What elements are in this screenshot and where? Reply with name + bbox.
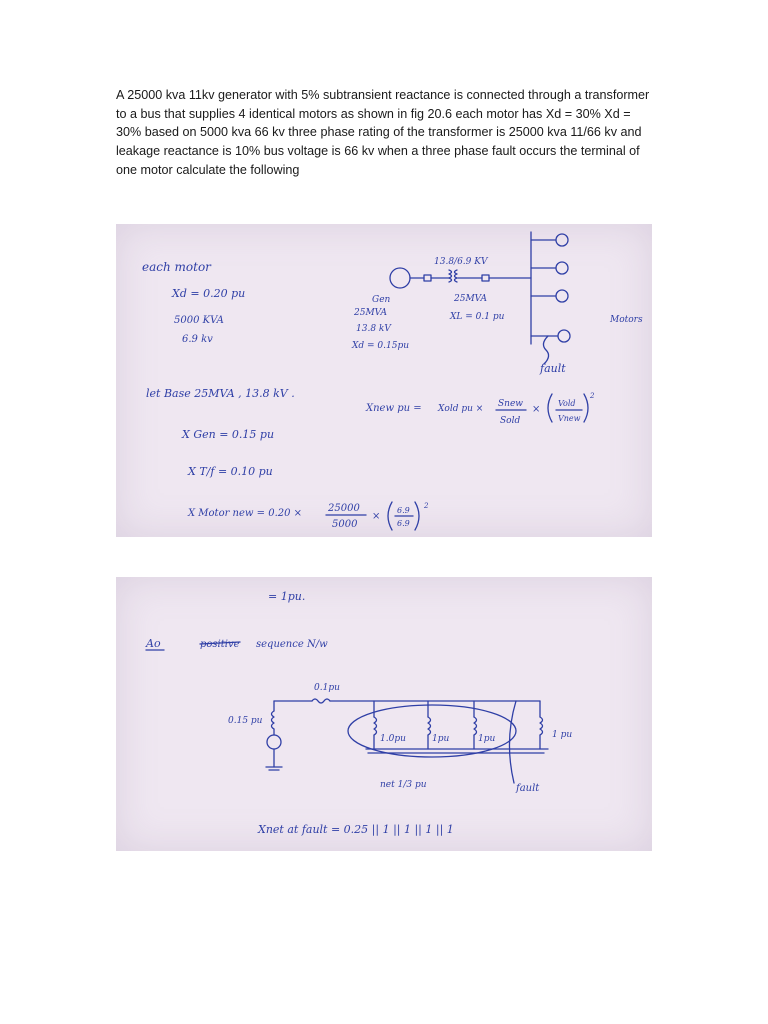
x-motor-num: 25000 xyxy=(328,503,360,514)
motor-2-reactance: 1pu xyxy=(432,734,450,744)
sequence-label: sequence N/w xyxy=(256,639,328,650)
net-reactance: net 1/3 pu xyxy=(380,780,427,790)
gen-reactance: 0.15 pu xyxy=(228,716,263,726)
problem-statement: A 25000 kva 11kv generator with 5% subtransient reactance is connected through a transformer to a bus that supplies 4 identical motors as shown in fig 20.6 each motor has Xd = 30% Xd = 30% based on 5000 kva 66 kv three phase rating of the transformer is 25000 kva 11/66 kv and leakage reactance is 10% bus voltage is 66 kv when a three phase fault occurs the terminal of one motor calculate the following xyxy=(116,88,650,177)
svg-text:×: × xyxy=(532,404,541,415)
formula-vnew: Vnew xyxy=(558,414,581,423)
fault-label: fault xyxy=(540,362,566,375)
motor-3-reactance: 1pu xyxy=(478,734,496,744)
x-tf: X T/f = 0.10 pu xyxy=(188,465,273,478)
transformer-voltage: 13.8/6.9 KV xyxy=(434,257,488,267)
formula-lhs: Xnew pu = xyxy=(366,403,422,414)
formula-snew: Snew xyxy=(498,399,523,409)
motor-rating: 5000 KVA xyxy=(174,315,224,326)
motor-xd: Xd = 0.20 pu xyxy=(172,287,246,300)
formula-xold: Xold pu × xyxy=(438,404,484,414)
motors-label: Motors xyxy=(610,315,643,325)
line-reactance: 0.1pu xyxy=(314,683,340,693)
svg-text:×: × xyxy=(372,511,381,522)
ao-label: Ao xyxy=(146,637,161,650)
motor-voltage: 6.9 kv xyxy=(182,334,213,345)
each-motor-label: each motor xyxy=(142,260,211,274)
gen-kv: 13.8 kV xyxy=(356,324,391,334)
x-motor-den: 5000 xyxy=(332,519,358,530)
xnet-equation: Xnet at fault = 0.25 || 1 || 1 || 1 || 1 xyxy=(258,823,454,836)
handwritten-photo-1 xyxy=(116,224,652,537)
motor-4-reactance: 1 pu xyxy=(552,730,573,740)
svg-text:2: 2 xyxy=(590,392,595,400)
positive-struck: positive xyxy=(200,639,240,650)
svg-text:2: 2 xyxy=(424,502,429,510)
result-text: = 1pu. xyxy=(268,590,306,603)
fault-label-2: fault xyxy=(516,783,540,794)
formula-sold: Sold xyxy=(500,416,521,426)
x-gen: X Gen = 0.15 pu xyxy=(182,428,275,441)
handwritten-photo-2 xyxy=(116,577,652,851)
formula-vold: Vold xyxy=(558,399,576,408)
transformer-reactance: XL = 0.1 pu xyxy=(450,312,505,322)
sequence-network xyxy=(266,699,548,783)
base-line: let Base 25MVA , 13.8 kV . xyxy=(146,387,295,400)
transformer-mva: 25MVA xyxy=(454,294,488,304)
motor-1-reactance: 1.0pu xyxy=(380,734,406,744)
x-motor: X Motor new = 0.20 × xyxy=(188,508,303,519)
x-motor-vden: 6.9 xyxy=(397,519,410,528)
gen-xd: Xd = 0.15pu xyxy=(352,341,410,351)
x-motor-vnum: 6.9 xyxy=(397,506,410,515)
gen-mva: 25MVA xyxy=(354,308,388,318)
gen-label: Gen xyxy=(372,295,391,305)
